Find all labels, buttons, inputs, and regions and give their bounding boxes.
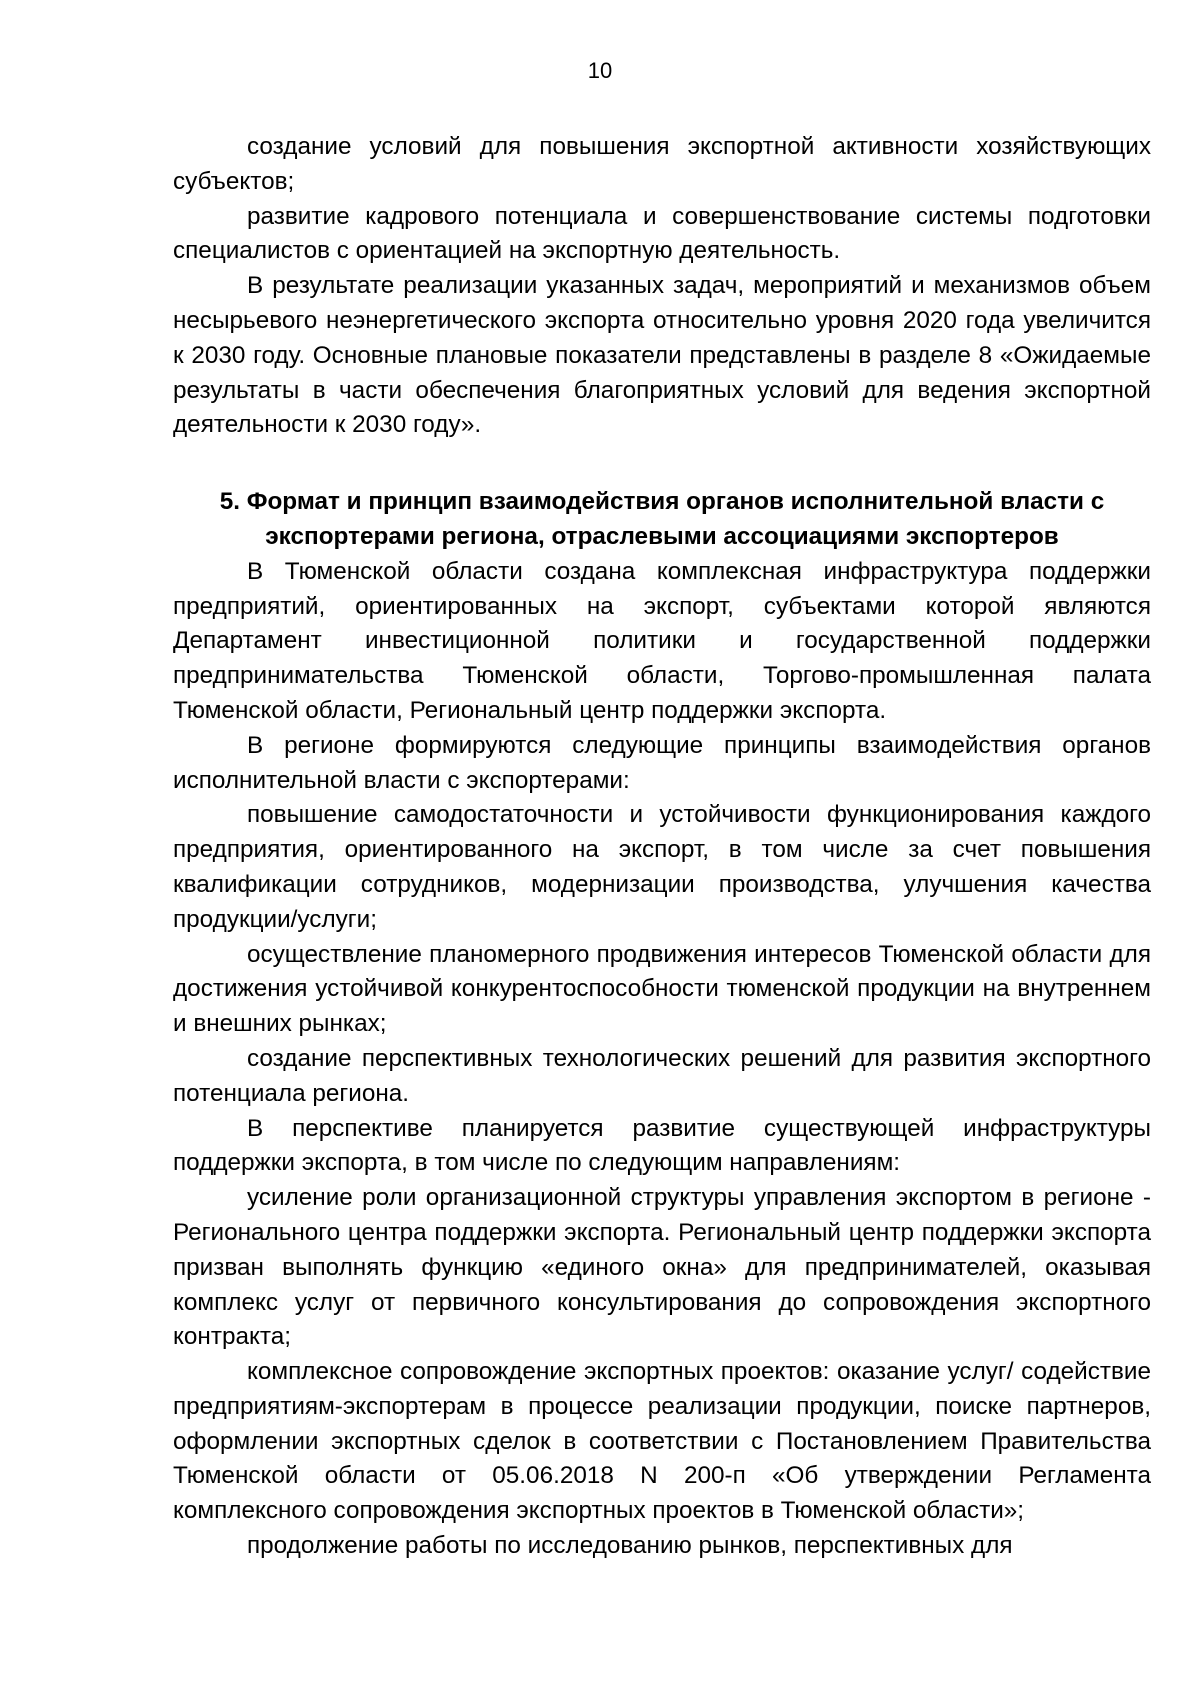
paragraph-project-support: комплексное сопровождение экспортных проектов: оказание услуг/ содействие предприятиям-экспортерам в процессе реализации продукции, поиске партнеров, оформлении экспортных сделок в соответствии с Постановлением Правительства Тюменской области от 05.06.2018 N 200-п «Об утверждении Регламента комплексного сопровождения экспортных проектов в Тюменской области»; [173, 1358, 1151, 1525]
page-number: 10 [587, 58, 613, 83]
paragraph-principle-promotion: осуществление планомерного продвижения интересов Тюменской области для достижения устойчивой конкурентоспособности тюменской продукции на внутреннем и внешних рынках; [173, 940, 1151, 1038]
paragraph-principle-self-sufficiency: повышение самодостаточности и устойчивости функционирования каждого предприятия, ориентированного на экспорт, в том числе за счет повышения квалификации сотрудников, модернизации производства, улучшения качества продукции/услуги; [173, 801, 1151, 933]
paragraph-market-research: продолжение работы по исследованию рынков, перспективных для [247, 1532, 1013, 1560]
section-heading: 5. Формат и принцип взаимодействия органов исполнительной власти с экспортерами региона, отраслевыми ассоциациями экспортеров [219, 488, 1105, 550]
paragraph-results-2030: В результате реализации указанных задач, мероприятий и механизмов объем несырьевого неэнергетического экспорта относительно уровня 2020 года увеличится к 2030 году. Основные плановые показатели представлены в разделе 8 «Ожидаемые результаты в части обеспечения благоприятных условий для ведения экспортной деятельности к 2030 году». [173, 272, 1151, 439]
paragraph-regional-center: усиление роли организационной структуры управления экспортом в регионе - Регионального центра поддержки экспорта. Региональный центр поддержки экспорта призван выполнять функцию «единого окна» для предпринимателей, оказывая комплекс услуг от первичного консультирования до сопровождения экспортного контракта; [173, 1184, 1151, 1351]
paragraph-export-activity: создание условий для повышения экспортной активности хозяйствующих субъектов; [173, 133, 1151, 195]
document-body [173, 130, 1151, 1564]
paragraph-personnel-potential: развитие кадрового потенциала и совершенствование системы подготовки специалистов с ориентацией на экспортную деятельность. [173, 202, 1151, 265]
paragraph-principles-intro: В регионе формируются следующие принципы взаимодействия органов исполнительной власти с экспортерами: [173, 731, 1151, 794]
paragraph-principle-technology: создание перспективных технологических решений для развития экспортного потенциала региона. [173, 1044, 1151, 1107]
paragraph-infrastructure: В Тюменской области создана комплексная инфраструктура поддержки предприятий, ориентированных на экспорт, субъектами которой являются Департамент инвестиционной политики и государственной поддержки предпринимательства Тюменской области, Торгово-промышленная палата Тюменской области, Региональный центр поддержки экспорта. [173, 557, 1151, 724]
paragraph-development-intro: В перспективе планируется развитие существующей инфраструктуры поддержки экспорта, в том числе по следующим направлениям: [173, 1114, 1151, 1177]
